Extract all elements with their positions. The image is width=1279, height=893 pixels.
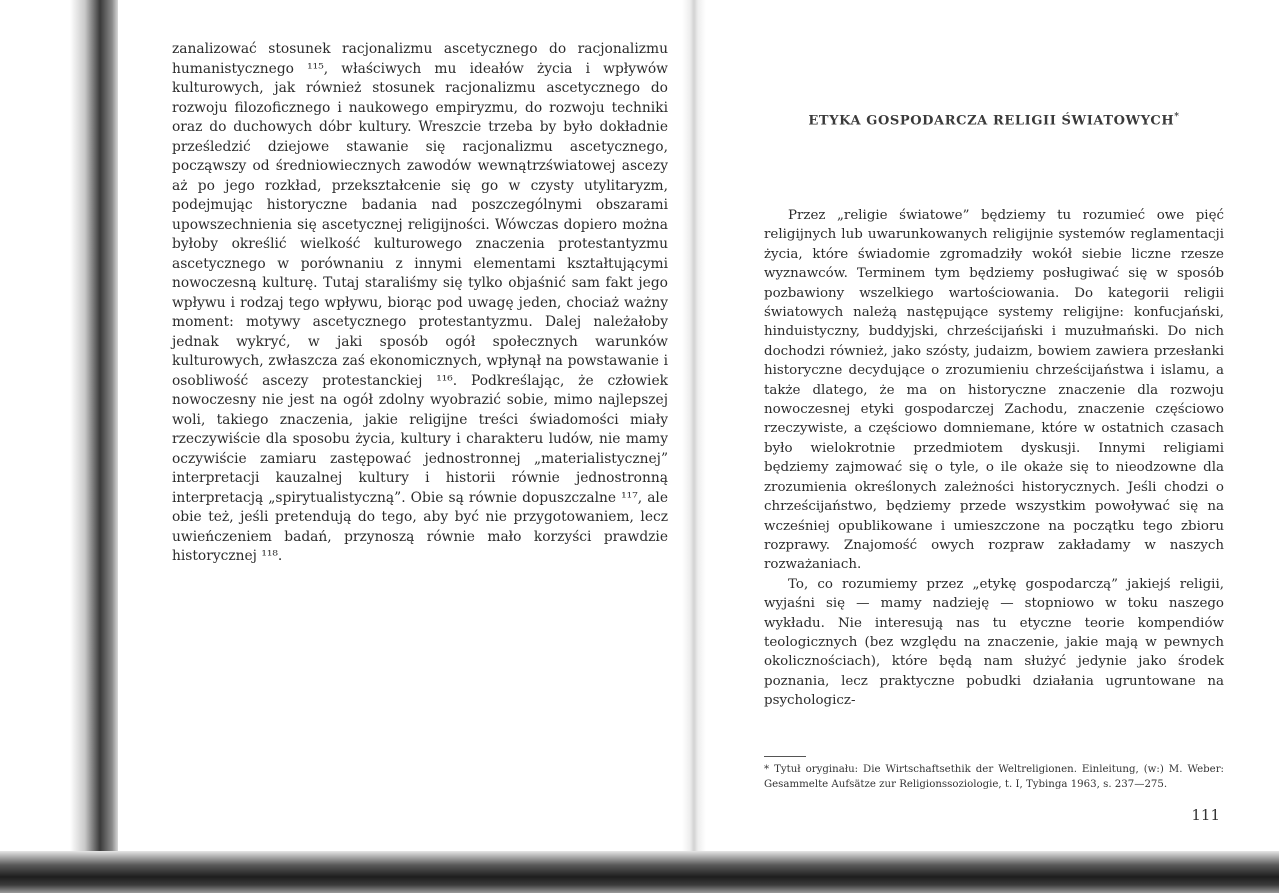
- footnote: * Tytuł oryginału: Die Wirtschaftsethik der Weltreligionen. Einleitung, (w:) M. Weber: Gesammelte Aufsätze zur Religionssoziologie, t. I, Tybinga 1963, s. 237—275.: [764, 764, 1224, 790]
- scan-bottom-edge: [0, 851, 1279, 893]
- left-page-paragraph: zanalizować stosunek racjonalizmu ascetycznego do racjonalizmu humanistycznego ¹¹⁵, właściwych mu ideałów życia i wpływów kulturowych, jak również stosunek racjonalizmu ascetycznego do rozwoju filozoficznego i naukowego empiryzmu, do rozwoju techniki oraz do duchowych dóbr kultury. Wreszcie trzeba by było dokładnie prześledzić dziejowe stawanie się racjonalizmu ascetycznego, począwszy od średniowiecznych zawodów wewnątrzświatowej ascezy aż po jego rozkład, przekształcenie się go w czysty utylitaryzm, podejmując historyczne badania nad poszczególnymi obszarami upowszechnienia się ascetycznej religijności. Wówczas dopiero można byłoby określić wielkość kulturowego znaczenia protestantyzmu ascetycznego w porównaniu z innymi elementami kształtującymi nowoczesną kulturę. Tutaj staraliśmy się tylko objaśnić sam fakt jego wpływu i rodzaj tego wpływu, biorąc pod uwagę jeden, chociaż ważny moment: motywy ascetycznego protestantyzmu. Dalej należałoby jednak wykryć, w jaki sposób ogół społecznych warunków kulturowych, zwłaszcza zaś ekonomicznych, wpłynął na powstawanie i osobliwość ascezy protestanckiej ¹¹⁶. Podkreślając, że człowiek nowoczesny nie jest na ogół zdolny wyobrazić sobie, mimo najlepszej woli, takiego znaczenia, jakie religijne treści świadomości miały rzeczywiście dla sposobu życia, kultury i charakteru ludów, nie mamy oczywiście zamiaru zastępować jednostronnej „materialistycznej” interpretacji kauzalnej kultury i historii równie jednostronną interpretacją „spirytualistyczną”. Obie są równie dopuszczalne ¹¹⁷, ale obie też, jeśli pretendują do tego, aby być nie przygotowaniem, lecz uwieńczeniem badań, przynoszą równie mało korzyści prawdzie historycznej ¹¹⁸.: [172, 41, 668, 564]
- chapter-title-footnote-mark: *: [1174, 112, 1180, 122]
- right-page: [764, 40, 1224, 830]
- footnote-divider: [764, 756, 806, 757]
- chapter-body: [764, 206, 1224, 711]
- scan-binding-edge: [0, 0, 118, 893]
- chapter-title-text: ETYKA GOSPODARCZA RELIGII ŚWIATOWYCH: [808, 113, 1175, 129]
- chapter-paragraph-1: Przez „religie światowe” będziemy tu rozumieć owe pięć religijnych lub uwarunkowanych religijnie systemów reglamentacji życia, które świadomie zgromadziły wokół siebie liczne rzesze wyznawców. Terminem tym będziemy posługiwać się w sposób pozbawiony wszelkiego wartościowania. Do kategorii religii światowych należą następujące systemy religijne: konfucjański, hinduistyczny, buddyjski, chrześcijański i muzułmański. Do nich dochodzi również, jako szósty, judaizm, bowiem zawiera przesłanki historyczne decydujące o zrozumieniu chrześcijaństwa i islamu, a także dlatego, że ma on historyczne znaczenie dla rozwoju nowoczesnej etyki gospodarczej Zachodu, znaczenie częściowo rzeczywiste, a częściowo domniemane, które w ostatnich czasach było wielokrotnie przedmiotem dyskusji. Innymi religiami będziemy zajmować się o tyle, o ile okaże się to nieodzowne dla zrozumienia określonych zależności historycznych. Jeśli chodzi o chrześcijaństwo, będziemy przede wszystkim powoływać się na wcześniej opublikowane i umieszczone na początku tego zbioru rozprawy. Znajomość owych rozpraw zakładamy w naszych rozważaniach.: [764, 208, 1224, 573]
- chapter-paragraph-2: To, co rozumiemy przez „etykę gospodarczą” jakiejś religii, wyjaśni się — mamy nadzieję — stopniowo w toku naszego wykładu. Nie interesują nas tu etyczne teorie kompendiów teologicznych (bez względu na znaczenie, jakie mają w pewnych okolicznościach), które będą nam służyć jedynie jako środek poznania, lecz praktyczne pobudki działania ugruntowane na psychologicz-: [764, 576, 1224, 709]
- chapter-title: [764, 112, 1224, 128]
- page-number: 111: [1191, 806, 1220, 824]
- left-page: [172, 40, 668, 567]
- book-spine: [682, 0, 706, 860]
